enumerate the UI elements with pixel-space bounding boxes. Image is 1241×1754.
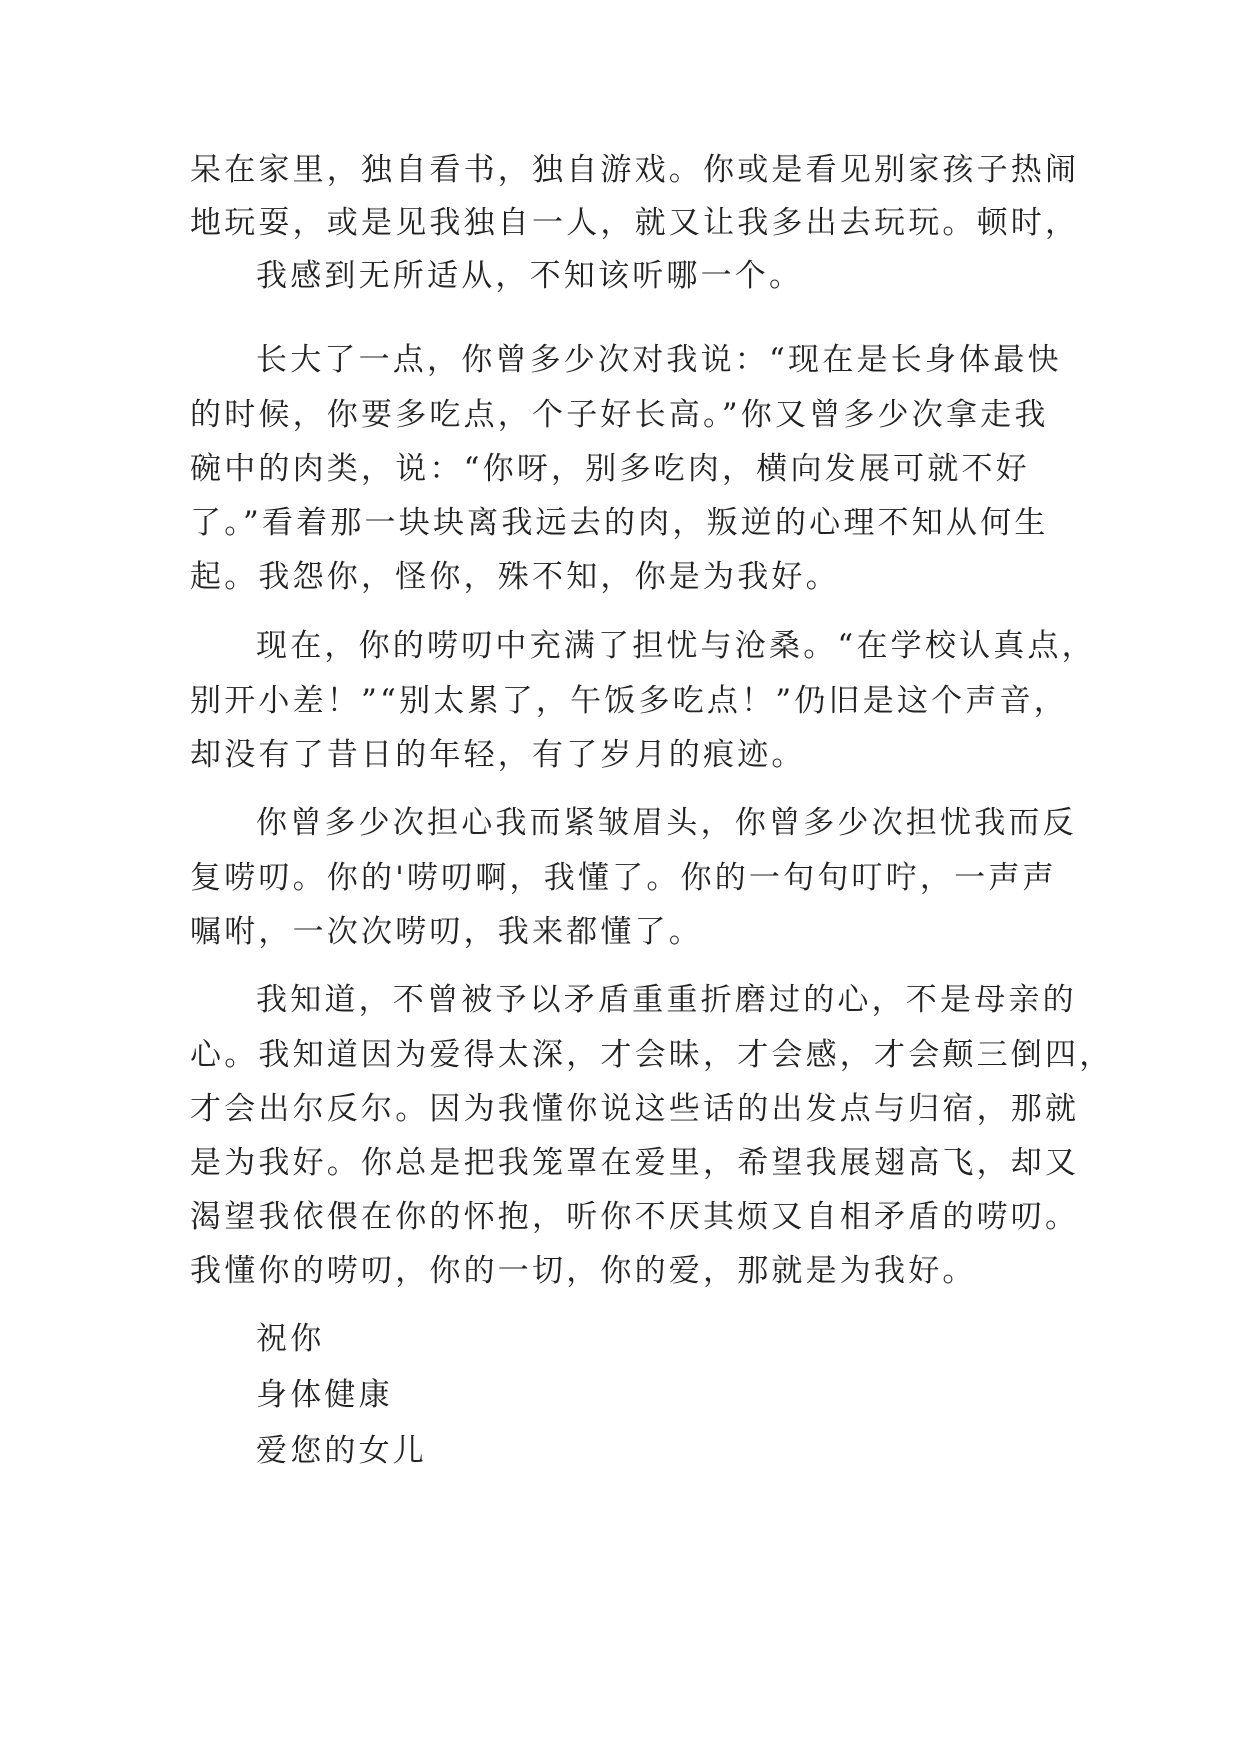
text-line: 渴望我依偎在你的怀抱，听你不厌其烦又自相矛盾的唠叨。 — [190, 1199, 1080, 1235]
text-line: 嘱咐，一次次唠叨，我来都懂了。 — [190, 914, 703, 950]
paragraph-start-line: 现在，你的唠叨中充满了担忧与沧桑。“在学校认真点， — [256, 628, 1096, 664]
paragraph-start-line: 长大了一点，你曾多少次对我说：“现在是长身体最快 — [256, 342, 1062, 378]
text-line: 却没有了昔日的年轻，有了岁月的痕迹。 — [190, 737, 806, 773]
text-line: 别开小差！”“别太累了，午饭多吃点！”仍旧是这个声音， — [190, 683, 1068, 719]
closing-salutation: 祝你 — [256, 1321, 325, 1357]
text-line: 呆在家里，独自看书，独自游戏。你或是看见别家孩子热闹 — [190, 152, 1080, 188]
text-line: 我懂你的唠叨，你的一切，你的爱，那就是为我好。 — [190, 1253, 977, 1289]
text-line: 的时候，你要多吃点，个子好长高。”你又曾多少次拿走我 — [190, 397, 1049, 433]
text-line: 地玩耍，或是见我独自一人，就又让我多出去玩玩。顿时， — [190, 205, 1080, 241]
text-line: 心。我知道因为爱得太深，才会昧，才会感，才会颠三倒四， — [190, 1037, 1114, 1073]
closing-wish: 身体健康 — [256, 1377, 393, 1413]
paragraph-start-line: 我知道，不曾被予以矛盾重重折磨过的心，不是母亲的 — [256, 982, 1077, 1018]
text-line: 我感到无所适从，不知该听哪一个。 — [256, 258, 804, 294]
text-line: 复唠叨。你的'唠叨啊，我懂了。你的一句句叮咛，一声声 — [190, 860, 1057, 896]
text-line: 碗中的肉类，说：“你呀，别多吃肉，横向发展可就不好 — [190, 451, 1030, 487]
text-line: 起。我怨你，怪你，殊不知，你是为我好。 — [190, 559, 840, 595]
paragraph-start-line: 你曾多少次担心我而紧皱眉头，你曾多少次担忧我而反 — [256, 805, 1077, 841]
text-line: 了。”看着那一块块离我远去的肉，叛逆的心理不知从何生 — [190, 505, 1049, 541]
text-line: 才会出尔反尔。因为我懂你说这些话的出发点与归宿，那就 — [190, 1091, 1080, 1127]
text-line: 是为我好。你总是把我笼罩在爱里，希望我展翅高飞，却又 — [190, 1145, 1080, 1181]
signature: 爱您的女儿 — [256, 1433, 427, 1469]
